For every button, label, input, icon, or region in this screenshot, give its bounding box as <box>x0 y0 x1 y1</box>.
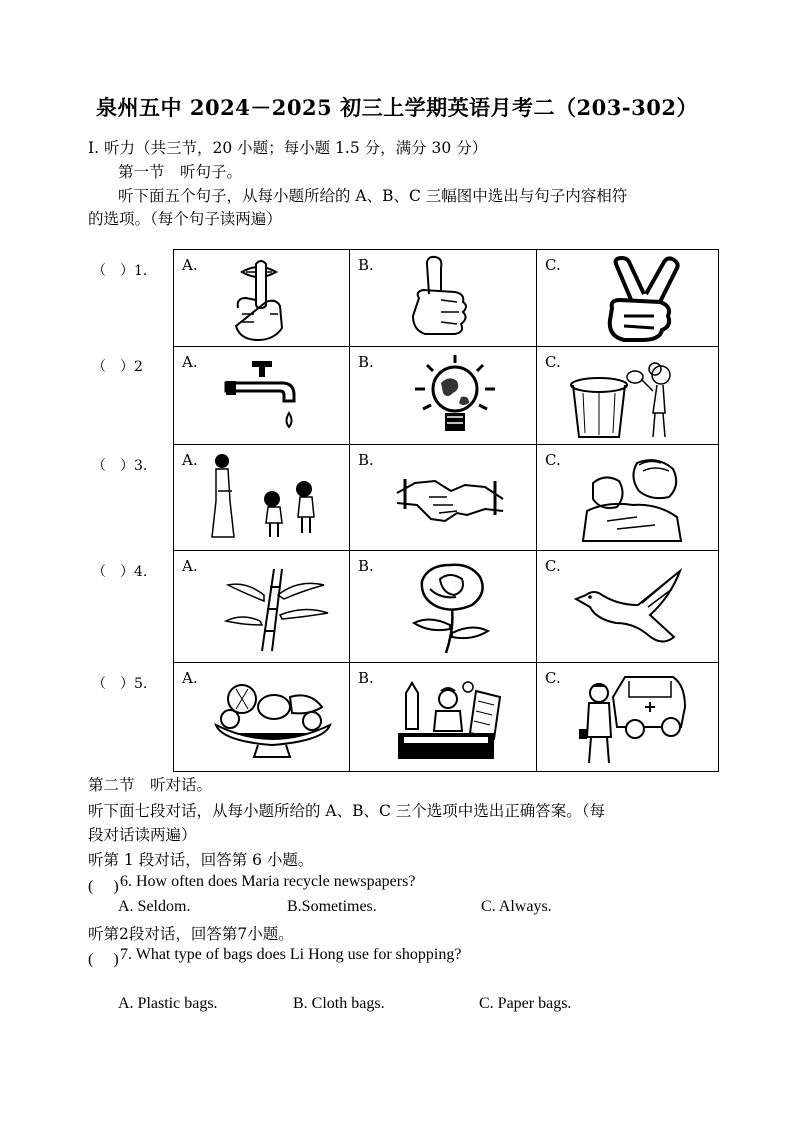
victory-sign-icon <box>602 256 687 342</box>
option-cell[interactable] <box>350 663 537 772</box>
option-label: B. <box>358 557 374 575</box>
hug-icon <box>577 455 687 543</box>
question-number-2: （ ）2 <box>92 359 143 375</box>
q6-option-b[interactable]: B.Sometimes. <box>287 898 377 915</box>
option-cell[interactable] <box>174 663 350 772</box>
option-cell[interactable] <box>174 250 350 347</box>
q7-option-b[interactable]: B. Cloth bags. <box>293 995 385 1012</box>
option-cell[interactable] <box>174 347 350 445</box>
question-number-4: （ ）4. <box>92 564 148 580</box>
option-cell[interactable] <box>537 445 719 551</box>
part2-heading: 第二节 听对话。 <box>88 776 213 794</box>
q6-question: 6. How often does Maria recycle newspapers? <box>120 873 416 890</box>
earth-lightbulb-icon <box>405 353 505 439</box>
option-cell[interactable] <box>174 551 350 663</box>
handshake-icon <box>395 469 505 529</box>
thumbs-up-icon <box>405 254 475 342</box>
option-label: B. <box>358 353 374 371</box>
part1-heading: 第一节 听句子。 <box>118 163 243 181</box>
part2-instruction-cont: 段对话读两遍） <box>88 826 197 844</box>
option-cell[interactable] <box>350 250 537 347</box>
exam-title: 泉州五中 2024－2025 初三上学期英语月考二（203-302） <box>96 95 698 120</box>
dialog2-intro: 听第2段对话，回答第7小题。 <box>88 925 294 943</box>
silence-gesture-icon <box>224 258 294 342</box>
q6-answer-paren[interactable]: ( ) <box>88 878 119 895</box>
children-bowing-icon <box>204 451 334 545</box>
option-cell[interactable] <box>350 551 537 663</box>
rose-icon <box>400 559 500 655</box>
option-label: B. <box>358 669 374 687</box>
option-label: B. <box>358 256 374 274</box>
option-cell[interactable] <box>174 445 350 551</box>
q7-answer-paren[interactable]: ( ) <box>88 951 119 968</box>
option-label: A. <box>182 451 198 469</box>
doctor-ambulance-icon <box>577 671 687 767</box>
option-cell[interactable] <box>537 250 719 347</box>
q6-option-a[interactable]: A. Seldom. <box>118 898 191 915</box>
option-label: C. <box>545 557 561 575</box>
question-number-1: （ ）1. <box>92 263 148 279</box>
girl-recycling-bin-icon <box>567 357 687 441</box>
option-label: C. <box>545 256 561 274</box>
question-number-5: （ ）5. <box>92 676 148 692</box>
bamboo-icon <box>224 565 334 653</box>
option-cell[interactable] <box>350 347 537 445</box>
part1-instruction-cont: 的选项。（每个句子读两遍） <box>88 210 282 228</box>
water-tap-icon <box>222 357 302 437</box>
option-cell[interactable] <box>350 445 537 551</box>
option-label: A. <box>182 256 198 274</box>
option-label: C. <box>545 353 561 371</box>
part1-instruction: 听下面五个句子，从每小题所给的 A、B、C 三幅图中选出与句子内容相符 <box>118 187 628 205</box>
option-label: B. <box>358 451 374 469</box>
section-heading: I. 听力（共三节，20 小题；每小题 1.5 分，满分 30 分） <box>88 139 488 157</box>
question-number-3: （ ）3. <box>92 458 148 474</box>
q7-question: 7. What type of bags does Li Hong use for shopping? <box>120 946 462 963</box>
option-label: C. <box>545 669 561 687</box>
fruit-bowl-icon <box>214 673 332 765</box>
dove-icon <box>572 561 684 651</box>
option-label: C. <box>545 451 561 469</box>
scientist-icon <box>392 677 504 761</box>
q7-option-c[interactable]: C. Paper bags. <box>479 995 572 1012</box>
option-cell[interactable] <box>537 551 719 663</box>
part2-instruction: 听下面七段对话，从每小题所给的 A、B、C 三个选项中选出正确答案。（每 <box>88 802 606 820</box>
option-label: A. <box>182 669 198 687</box>
picture-options-table <box>173 249 719 772</box>
option-cell[interactable] <box>537 347 719 445</box>
option-label: A. <box>182 557 198 575</box>
option-label: A. <box>182 353 198 371</box>
option-cell[interactable] <box>537 663 719 772</box>
q6-option-c[interactable]: C. Always. <box>481 898 552 915</box>
q7-option-a[interactable]: A. Plastic bags. <box>118 995 218 1012</box>
dialog1-intro: 听第 1 段对话，回答第 6 小题。 <box>88 851 314 869</box>
